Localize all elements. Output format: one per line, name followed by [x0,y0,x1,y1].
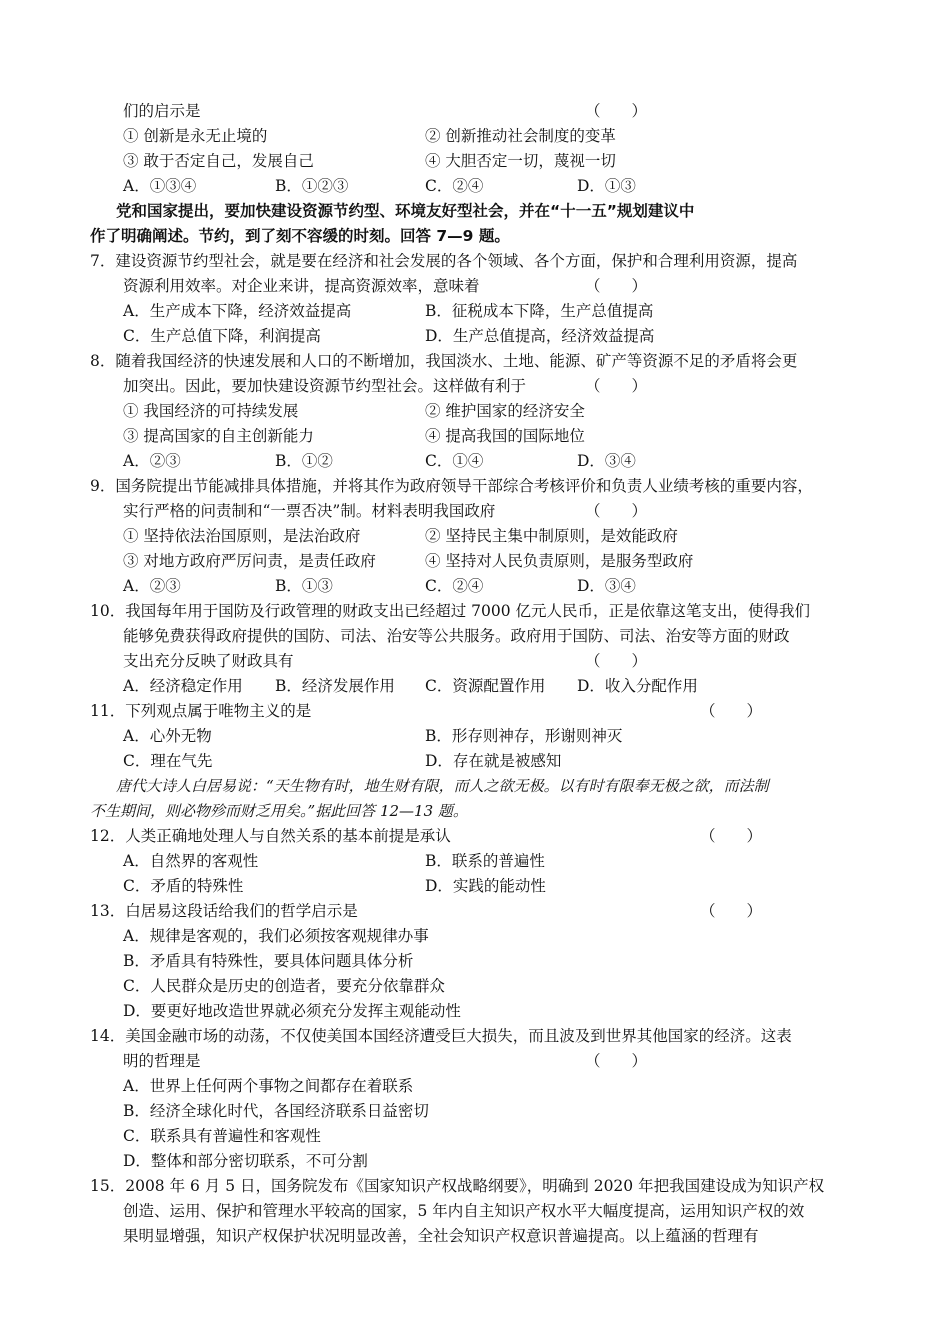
answer-blank: （ ） [700,702,763,720]
choice-d: D．生产总值提高，经济效益提高 [425,327,655,345]
question-15: 创造、运用、保护和管理水平较高的国家，5 年内自主知识产权水平大幅度提高，运用知识产权的效 [123,1202,805,1220]
choice-d: D．整体和部分密切联系，不可分割 [123,1152,368,1170]
choice-d: D．实践的能动性 [425,877,546,895]
answer-blank: （ ） [585,502,648,520]
question-10: 能够免费获得政府提供的国防、司法、治安等公共服务。政府用于国防、司法、治安等方面的财政 [123,627,790,645]
choice-d: D．存在就是被感知 [425,752,562,770]
question-7: 7．建设资源节约型社会，就是要在经济和社会发展的各个领域、各个方面，保护和合理利用资源，提高 [90,252,798,270]
choice-a: A．心外无物 [123,727,212,745]
passage-intro: 作了明确阐述。节约，到了刻不容缓的时刻。回答 7—9 题。 [90,227,510,245]
question-11: 11．下列观点属于唯物主义的是 [90,702,312,720]
question-13: 13．白居易这段话给我们的哲学启示是 [90,902,358,920]
choice-d: D．③④ [577,452,636,470]
question-9: 实行严格的问责制和“一票否决”制。材料表明我国政府 [123,502,496,520]
answer-blank: （ ） [585,377,648,395]
choice-c: C．矛盾的特殊性 [123,877,244,895]
option: ④ 提高我国的国际地位 [425,427,585,445]
choice-c: C．①④ [425,452,484,470]
option: ① 坚持依法治国原则，是法治政府 [123,527,361,545]
option: ① 创新是永无止境的 [123,127,268,145]
question-15: 15．2008 年 6 月 5 日，国务院发布《国家知识产权战略纲要》，明确到 2020 年把我国建设成为知识产权 [90,1177,825,1195]
choice-c: C．理在气先 [123,752,213,770]
choice-b: B．征税成本下降，生产总值提高 [425,302,654,320]
option: ④ 坚持对人民负责原则，是服务型政府 [425,552,694,570]
option: ② 创新推动社会制度的变革 [425,127,616,145]
choice-b: B．经济发展作用 [275,677,395,695]
question-8: 加突出。因此，要加快建设资源节约型社会。这样做有利于 [123,377,527,395]
question-14: 明的哲理是 [123,1052,201,1070]
choice-a: A．规律是客观的，我们必须按客观规律办事 [123,927,429,945]
answer-blank: （ ） [585,1052,648,1070]
question-14: 14．美国金融市场的动荡，不仅使美国本国经济遭受巨大损失，而且波及到世界其他国家的经济。这表 [90,1027,792,1045]
choice-a: A．世界上任何两个事物之间都存在着联系 [123,1077,414,1095]
passage-intro: 党和国家提出，要加快建设资源节约型、环境友好型社会，并在“十一五”规划建议中 [116,202,695,220]
choice-c: C．人民群众是历史的创造者，要充分依靠群众 [123,977,445,995]
question-9: 9．国务院提出节能减排具体措施，并将其作为政府领导干部综合考核评价和负责人业绩考核的重要内容， [90,477,813,495]
choice-a: A．①③④ [123,177,197,195]
option: ③ 敢于否定自己，发展自己 [123,152,314,170]
choice-b: B．①②③ [275,177,349,195]
choice-c: C．资源配置作用 [425,677,546,695]
choice-c: C．②④ [425,177,484,195]
choice-c: C．生产总值下降，利润提高 [123,327,321,345]
choice-b: B．矛盾具有特殊性，要具体问题具体分析 [123,952,414,970]
question-12: 12．人类正确地处理人与自然关系的基本前提是承认 [90,827,451,845]
question-7: 资源利用效率。对企业来讲，提高资源效率，意味着 [123,277,480,295]
choice-d: D．③④ [577,577,636,595]
question-10: 10．我国每年用于国防及行政管理的财政支出已经超过 7000 亿元人民币，正是依靠这笔支出，使得我们 [90,602,811,620]
answer-blank: （ ） [585,102,648,120]
choice-d: D．要更好地改造世界就必须充分发挥主观能动性 [123,1002,461,1020]
question-8: 8．随着我国经济的快速发展和人口的不断增加，我国淡水、土地、能源、矿产等资源不足的矛盾将会更 [90,352,798,370]
answer-blank: （ ） [585,652,648,670]
choice-b: B．①② [275,452,333,470]
option: ③ 提高国家的自主创新能力 [123,427,314,445]
choice-a: A．②③ [123,577,181,595]
choice-a: A．②③ [123,452,181,470]
answer-blank: （ ） [585,277,648,295]
option: ③ 对地方政府严厉问责，是责任政府 [123,552,376,570]
question-15: 果明显增强，知识产权保护状况明显改善，全社会知识产权意识普遍提高。以上蕴涵的哲理有 [123,1227,759,1245]
option: ④ 大胆否定一切，蔑视一切 [425,152,616,170]
question-10: 支出充分反映了财政具有 [123,652,294,670]
question-6-stem: 们的启示是 [123,102,201,120]
passage-intro: 不生期间，则必物殄而财乏用矣。”据此回答 12—13 题。 [90,802,468,820]
choice-a: A．生产成本下降，经济效益提高 [123,302,352,320]
option: ② 坚持民主集中制原则，是效能政府 [425,527,678,545]
option: ① 我国经济的可持续发展 [123,402,299,420]
passage-intro: 唐代大诗人白居易说：“天生物有时，地生财有限，而人之欲无极。以有时有限奉无极之欲，而法制 [116,777,769,795]
choice-c: C．②④ [425,577,484,595]
answer-blank: （ ） [700,902,763,920]
answer-blank: （ ） [700,827,763,845]
choice-b: B．经济全球化时代，各国经济联系日益密切 [123,1102,429,1120]
choice-b: B．联系的普遍性 [425,852,545,870]
choice-d: D．收入分配作用 [577,677,698,695]
choice-b: B．形存则神存，形谢则神灭 [425,727,623,745]
choice-a: A．经济稳定作用 [123,677,243,695]
choice-b: B．①③ [275,577,333,595]
choice-a: A．自然界的客观性 [123,852,259,870]
option: ② 维护国家的经济安全 [425,402,585,420]
choice-c: C．联系具有普遍性和客观性 [123,1127,321,1145]
choice-d: D．①③ [577,177,636,195]
